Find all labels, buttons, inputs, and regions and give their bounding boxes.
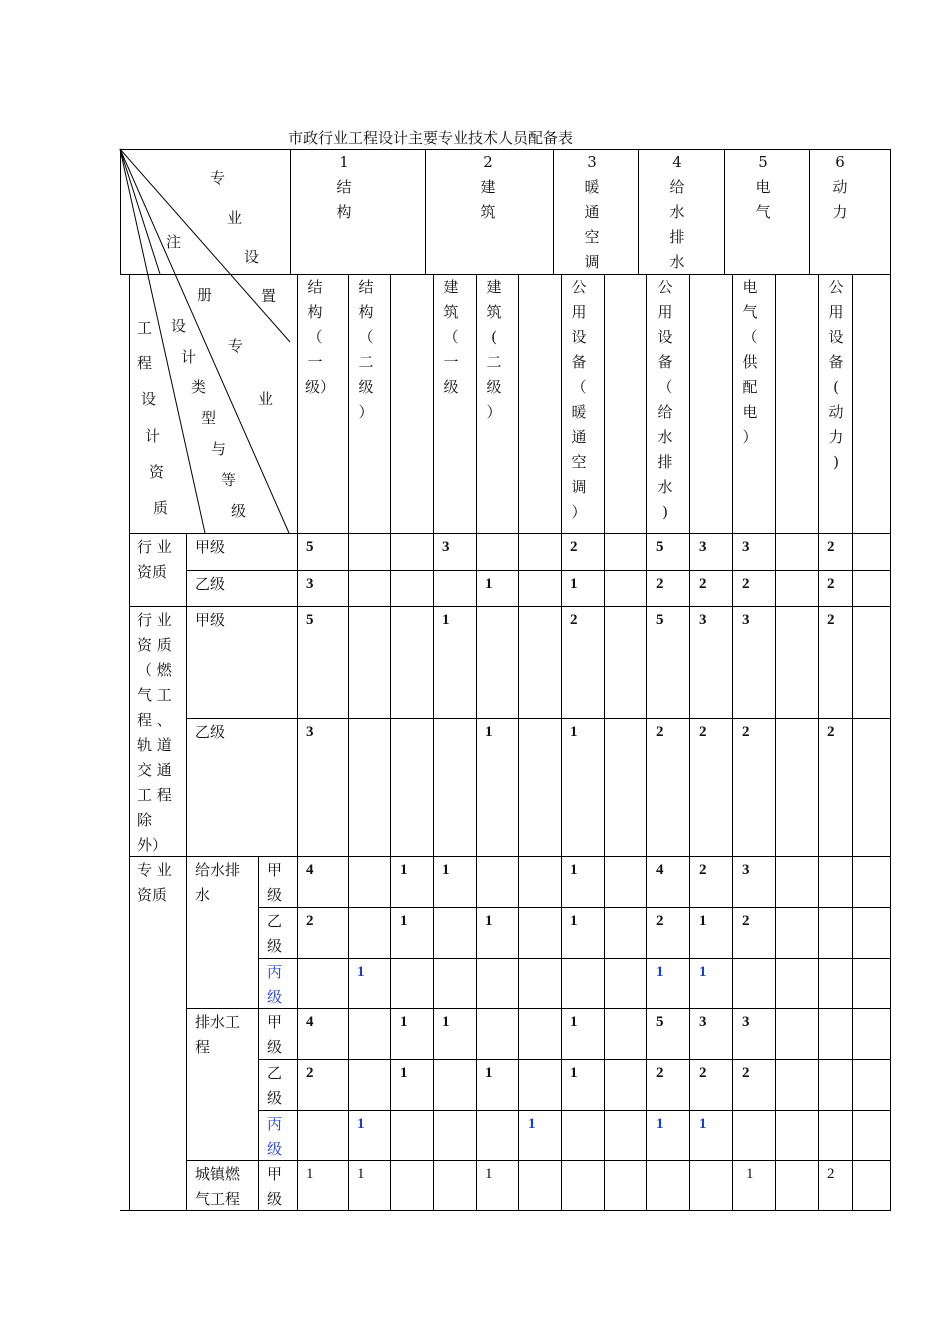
corner-label: 册 bbox=[197, 286, 213, 304]
corner-label: 业 bbox=[227, 209, 243, 227]
major-header-power: 6 动 力 bbox=[832, 153, 848, 221]
cell-value: 2 bbox=[699, 724, 707, 740]
major-header-structure: 1 结 构 bbox=[336, 153, 352, 221]
group-label-specialty: 专 业 资质 bbox=[137, 861, 172, 904]
grade-label: 乙级 bbox=[195, 575, 226, 593]
corner-label: 设 bbox=[141, 390, 157, 408]
corner-label: 业 bbox=[258, 390, 274, 408]
subheader-electrical: 电 气 （ 供 配 电 ） bbox=[742, 278, 758, 446]
corner-label: 置 bbox=[261, 287, 277, 305]
cell-value: 2 bbox=[742, 1065, 750, 1081]
cell-value: 1 bbox=[746, 1166, 754, 1182]
corner-label: 工 bbox=[137, 319, 153, 337]
subheader-hvac: 公 用 设 备 （ 暖 通 空 调 ） bbox=[571, 278, 587, 521]
cell-value: 3 bbox=[699, 612, 707, 628]
cell-value: 1 bbox=[570, 862, 578, 878]
subgroup-label-water: 给水排 水 bbox=[195, 861, 241, 904]
grade-label: 丙 级 bbox=[267, 1115, 283, 1158]
cell-value: 1 bbox=[656, 1116, 664, 1132]
cell-value: 4 bbox=[656, 862, 664, 878]
cell-value: 1 bbox=[357, 1116, 365, 1132]
cell-value: 1 bbox=[699, 1116, 707, 1132]
cell-value: 3 bbox=[699, 1014, 707, 1030]
corner-label: 质 bbox=[153, 499, 169, 517]
grade-label: 甲 级 bbox=[267, 861, 283, 904]
cell-value: 2 bbox=[742, 576, 750, 592]
cell-value: 2 bbox=[656, 724, 664, 740]
major-header-water: 4 给 水 排 水 bbox=[669, 153, 685, 271]
cell-value: 2 bbox=[699, 862, 707, 878]
cell-value: 1 bbox=[570, 724, 578, 740]
cell-value: 3 bbox=[306, 724, 314, 740]
cell-value: 1 bbox=[357, 964, 365, 980]
subheader-architecture-2: 建 筑 ( 二 级 ） bbox=[486, 278, 502, 421]
cell-value: 4 bbox=[306, 1014, 314, 1030]
cell-value: 1 bbox=[442, 612, 450, 628]
corner-label: 设 bbox=[171, 317, 187, 335]
cell-value: 2 bbox=[306, 913, 314, 929]
cell-value: 3 bbox=[742, 539, 750, 555]
subheader-architecture-1: 建 筑 （ 一 级 bbox=[443, 278, 459, 396]
cell-value: 3 bbox=[306, 576, 314, 592]
cell-value: 3 bbox=[442, 539, 450, 555]
cell-value: 2 bbox=[827, 1166, 835, 1182]
cell-value: 2 bbox=[656, 1065, 664, 1081]
cell-value: 3 bbox=[742, 612, 750, 628]
cell-value: 5 bbox=[656, 612, 664, 628]
cell-value: 2 bbox=[570, 612, 578, 628]
cell-value: 2 bbox=[742, 724, 750, 740]
cell-value: 3 bbox=[699, 539, 707, 555]
corner-label: 级 bbox=[231, 502, 247, 520]
corner-label: 专 bbox=[228, 337, 244, 355]
cell-value: 2 bbox=[827, 576, 835, 592]
major-header-electrical: 5 电 气 bbox=[755, 153, 771, 221]
cell-value: 1 bbox=[699, 964, 707, 980]
grade-label: 乙级 bbox=[195, 723, 226, 741]
page-title: 市政行业工程设计主要专业技术人员配备表 bbox=[288, 129, 574, 147]
corner-label: 计 bbox=[181, 348, 197, 366]
cell-value: 2 bbox=[699, 1065, 707, 1081]
corner-label: 程 bbox=[137, 354, 153, 372]
cell-value: 1 bbox=[570, 1014, 578, 1030]
cell-value: 2 bbox=[742, 913, 750, 929]
corner-label: 设 bbox=[244, 248, 260, 266]
corner-label: 专 bbox=[210, 169, 226, 187]
subheader-structure-2: 结 构 （ 二 级 ） bbox=[358, 278, 374, 421]
cell-value: 1 bbox=[400, 1065, 408, 1081]
grade-label: 丙 级 bbox=[267, 963, 283, 1006]
cell-value: 2 bbox=[827, 539, 835, 555]
cell-value: 2 bbox=[656, 913, 664, 929]
corner-label: 资 bbox=[149, 463, 165, 481]
cell-value: 5 bbox=[306, 612, 314, 628]
corner-label: 类 bbox=[191, 378, 207, 396]
cell-value: 2 bbox=[306, 1065, 314, 1081]
grade-label: 乙 级 bbox=[267, 912, 283, 955]
cell-value: 1 bbox=[485, 1065, 493, 1081]
group-label-industry: 行 业 资质 bbox=[137, 538, 172, 581]
cell-value: 1 bbox=[528, 1116, 536, 1132]
grade-label: 甲级 bbox=[195, 611, 226, 629]
cell-value: 1 bbox=[485, 913, 493, 929]
cell-value: 2 bbox=[699, 576, 707, 592]
cell-value: 2 bbox=[827, 724, 835, 740]
cell-value: 4 bbox=[306, 862, 314, 878]
grade-label: 甲 级 bbox=[267, 1165, 283, 1208]
subgroup-label-drain: 排水工 程 bbox=[195, 1013, 241, 1056]
corner-label: 等 bbox=[221, 471, 237, 489]
corner-label: 型 bbox=[201, 409, 217, 427]
cell-value: 1 bbox=[357, 1166, 365, 1182]
cell-value: 1 bbox=[570, 576, 578, 592]
subgroup-label-gas: 城镇燃 气工程 bbox=[195, 1165, 241, 1208]
cell-value: 1 bbox=[400, 1014, 408, 1030]
cell-value: 1 bbox=[400, 913, 408, 929]
cell-value: 1 bbox=[699, 913, 707, 929]
subheader-water: 公 用 设 备 （ 给 水 排 水 ) bbox=[657, 278, 673, 521]
cell-value: 3 bbox=[742, 862, 750, 878]
cell-value: 1 bbox=[570, 1065, 578, 1081]
cell-value: 5 bbox=[656, 1014, 664, 1030]
subheader-structure-1: 结 构 （ 一 级） bbox=[305, 278, 336, 396]
cell-value: 1 bbox=[485, 576, 493, 592]
cell-value: 2 bbox=[656, 576, 664, 592]
cell-value: 3 bbox=[742, 1014, 750, 1030]
cell-value: 5 bbox=[656, 539, 664, 555]
cell-value: 1 bbox=[570, 913, 578, 929]
cell-value: 1 bbox=[442, 1014, 450, 1030]
major-header-hvac: 3 暖 通 空 调 bbox=[584, 153, 600, 271]
cell-value: 2 bbox=[570, 539, 578, 555]
cell-value: 2 bbox=[827, 612, 835, 628]
corner-label: 注 bbox=[166, 233, 182, 251]
grade-label: 甲 级 bbox=[267, 1013, 283, 1056]
subheader-power: 公 用 设 备 ( 动 力 ) bbox=[828, 278, 844, 471]
cell-value: 5 bbox=[306, 539, 314, 555]
corner-label: 与 bbox=[211, 440, 227, 458]
cell-value: 1 bbox=[306, 1166, 314, 1182]
group-label-industry-excl: 行 业 资 质 （ 燃 气 工 程 、 轨 道 交 通 工 程 除 外） bbox=[137, 611, 172, 854]
major-header-architecture: 2 建 筑 bbox=[480, 153, 496, 221]
cell-value: 1 bbox=[400, 862, 408, 878]
corner-label: 计 bbox=[145, 427, 161, 445]
cell-value: 1 bbox=[656, 964, 664, 980]
grade-label: 乙 级 bbox=[267, 1064, 283, 1107]
cell-value: 1 bbox=[485, 724, 493, 740]
cell-value: 1 bbox=[442, 862, 450, 878]
cell-value: 1 bbox=[485, 1166, 493, 1182]
grade-label: 甲级 bbox=[195, 538, 226, 556]
